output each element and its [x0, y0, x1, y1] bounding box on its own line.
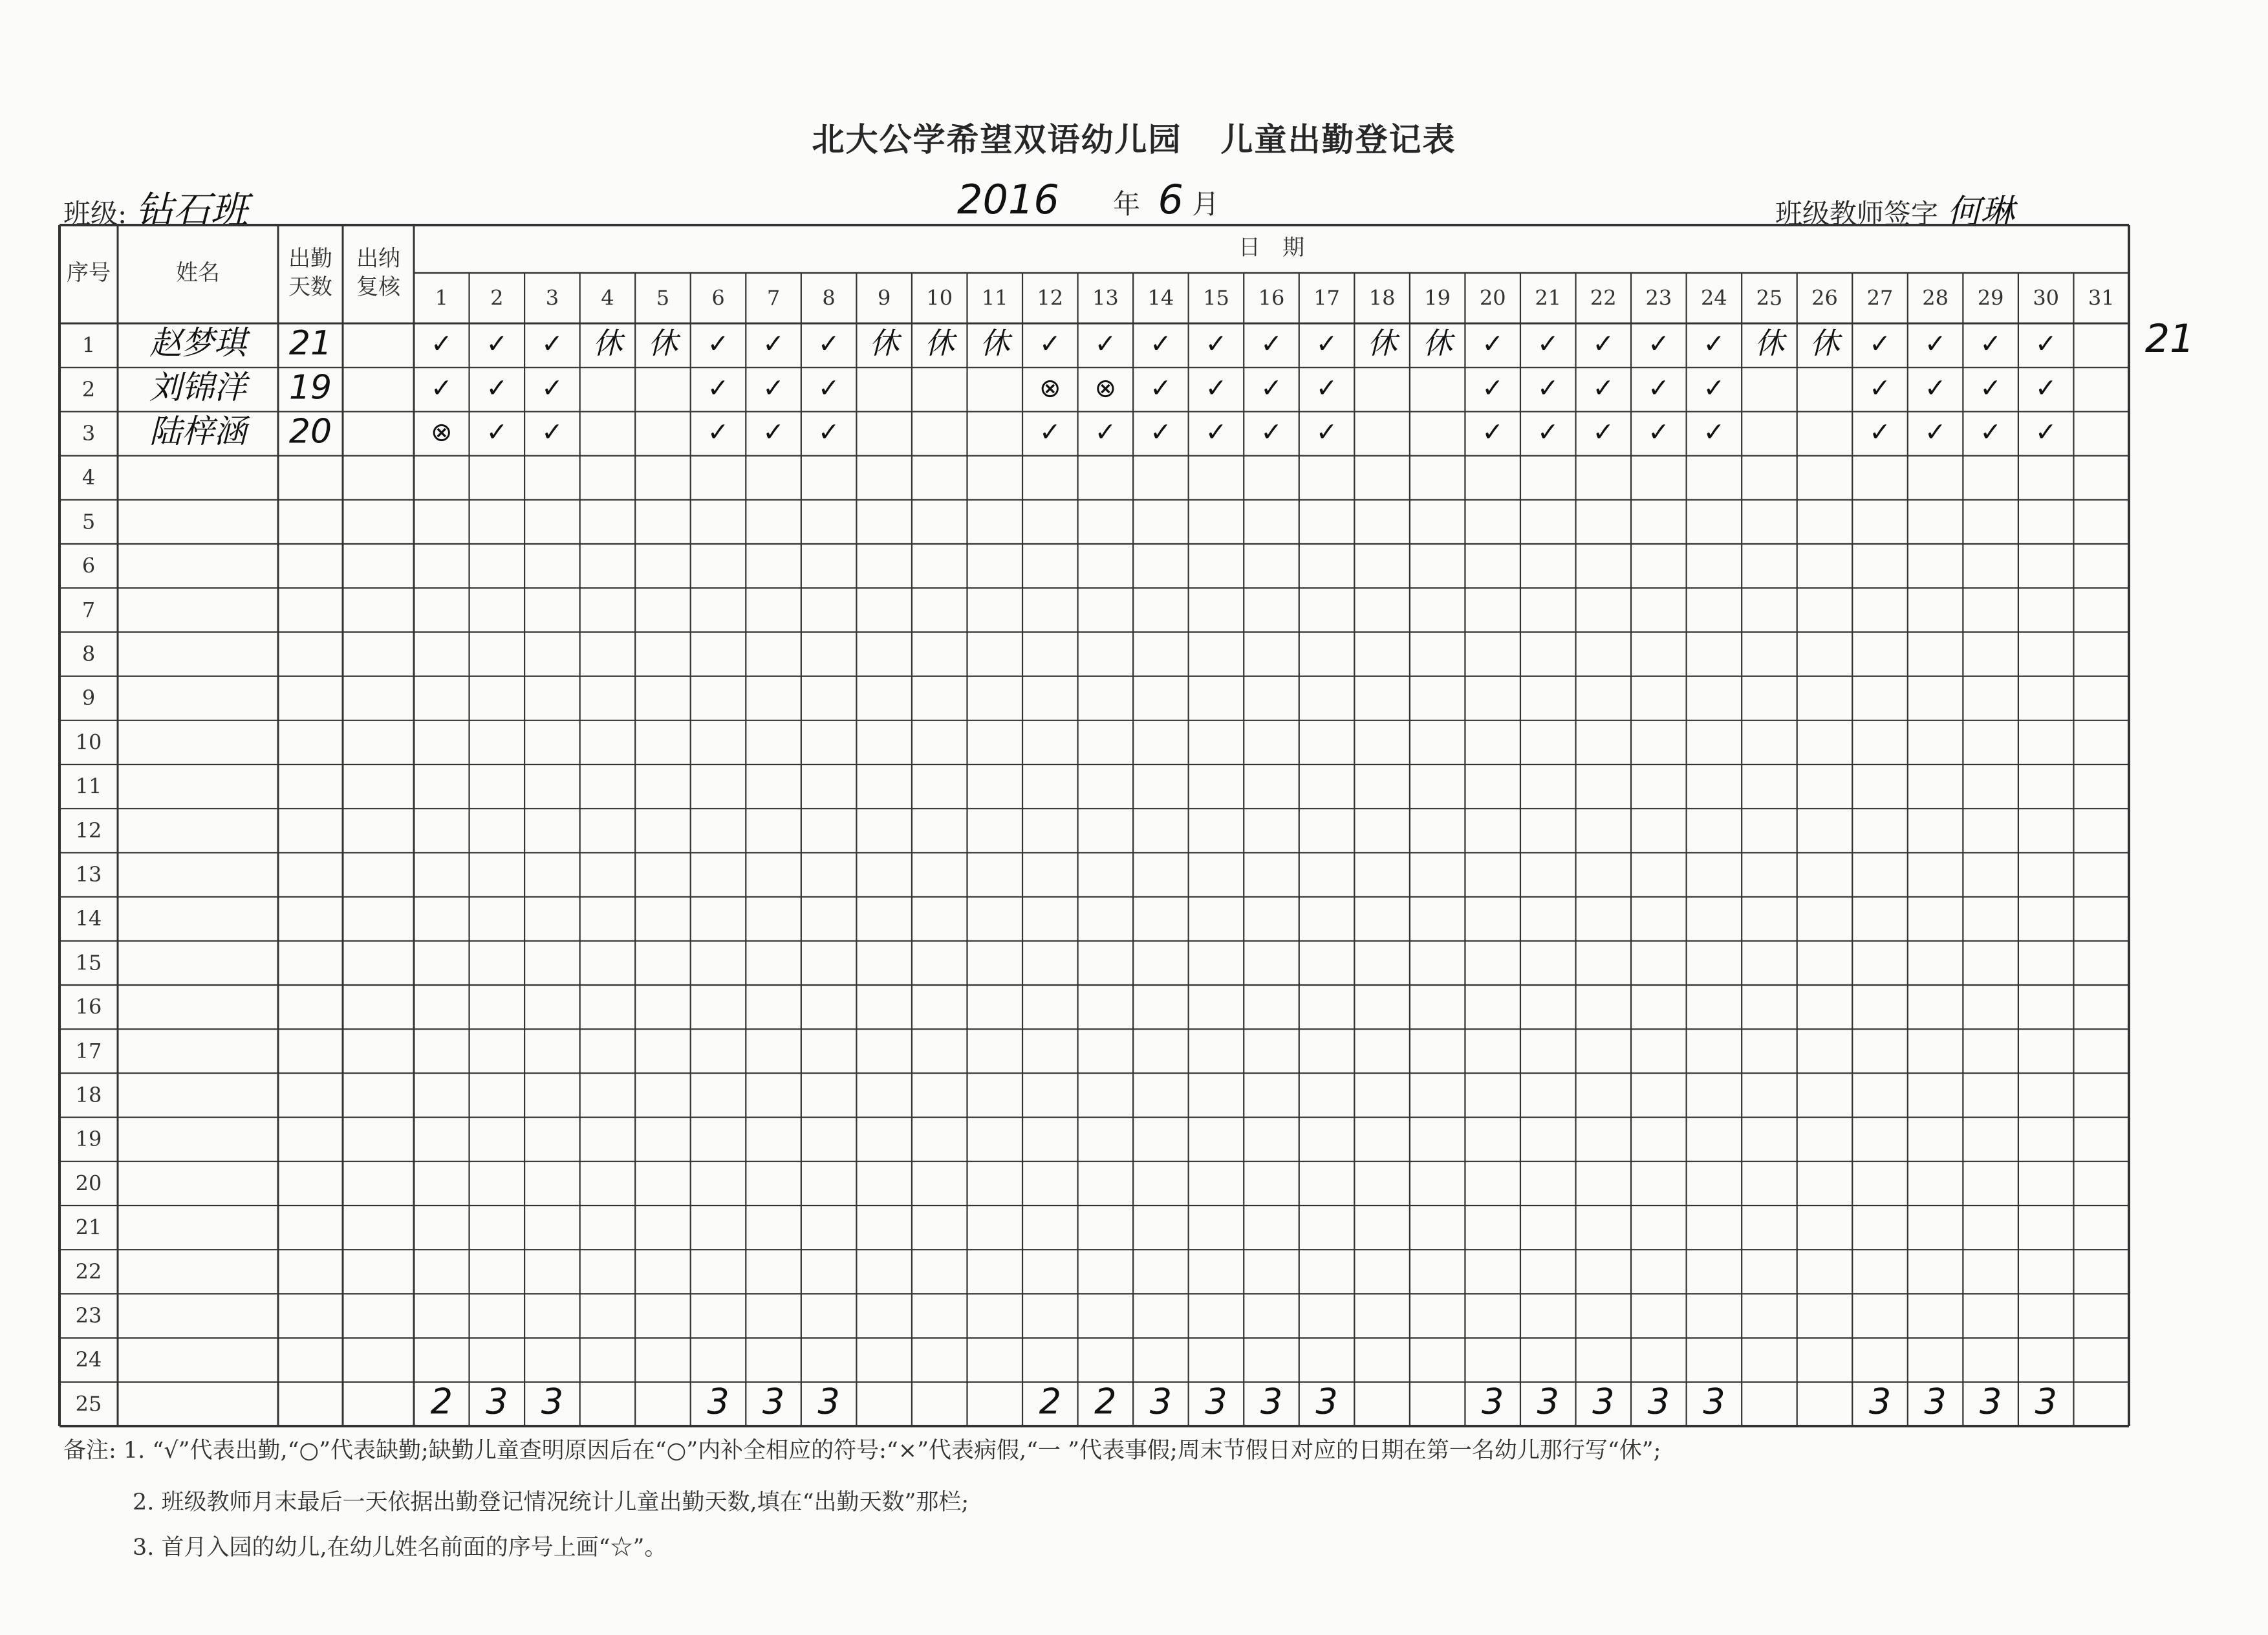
attendance-mark: ⊗ — [431, 417, 453, 448]
attendance-mark: ✓ — [1980, 373, 2002, 404]
attendance-mark: ✓ — [1869, 373, 1891, 404]
row-seq: 7 — [81, 597, 96, 622]
month-label: 月 — [1192, 188, 1220, 220]
row-seq: 6 — [81, 553, 96, 578]
attendance-mark: ✓ — [1260, 329, 1282, 360]
date-20: 20 — [1479, 285, 1506, 310]
date-25: 25 — [1756, 285, 1783, 310]
date-19: 19 — [1424, 285, 1451, 310]
row-seq: 8 — [81, 642, 96, 666]
attendance-mark: ✓ — [707, 417, 729, 448]
attendance-mark: ✓ — [541, 417, 563, 448]
attendance-mark: 3 — [762, 1381, 785, 1422]
attendance-mark: ✓ — [762, 373, 784, 404]
attendance-mark: ✓ — [1592, 373, 1615, 404]
attendance-mark: 3 — [1647, 1381, 1670, 1422]
attendance-mark: ✓ — [541, 329, 563, 360]
attendance-mark: 3 — [1924, 1381, 1947, 1422]
row-seq: 22 — [75, 1259, 102, 1284]
attendance-mark: ✓ — [1039, 329, 1061, 360]
attendance-mark: 2 — [1094, 1381, 1117, 1422]
header-review-line1: 出纳 — [356, 246, 400, 272]
header-date-group: 日 期 — [1238, 235, 1304, 261]
attendance-mark: ✓ — [1980, 417, 2002, 448]
row-seq: 11 — [75, 774, 102, 799]
attendance-mark: ✓ — [762, 417, 784, 448]
attendance-mark: ✓ — [1537, 417, 1559, 448]
date-24: 24 — [1701, 285, 1727, 310]
attendance-mark: ✓ — [486, 373, 508, 404]
row-name: 陆梓涵 — [149, 413, 246, 450]
attendance-mark: ✓ — [817, 329, 840, 360]
date-22: 22 — [1590, 285, 1617, 310]
header-days-line1: 出勤 — [288, 246, 332, 272]
attendance-mark: 3 — [1482, 1381, 1504, 1422]
attendance-mark: 3 — [1149, 1381, 1172, 1422]
row-seq: 20 — [75, 1171, 102, 1196]
date-12: 12 — [1037, 285, 1064, 310]
note-3: 3. 首月入园的幼儿,在幼儿姓名前面的序号上画“☆”。 — [133, 1535, 667, 1561]
attendance-mark: ✓ — [1703, 373, 1725, 404]
attendance-mark: ✓ — [1924, 417, 1947, 448]
attendance-mark: 3 — [2035, 1381, 2057, 1422]
row-seq: 13 — [75, 862, 102, 887]
row-seq: 23 — [75, 1303, 102, 1328]
attendance-mark: 休 — [592, 325, 623, 361]
attendance-mark: 休 — [1754, 325, 1784, 361]
row-seq: 4 — [81, 465, 96, 490]
date-13: 13 — [1092, 285, 1119, 310]
school-name: 北大公学希望双语幼儿园 — [812, 120, 1182, 158]
attendance-mark: ✓ — [1592, 417, 1615, 448]
row-days: 20 — [288, 412, 332, 451]
attendance-mark: 3 — [486, 1381, 508, 1422]
attendance-mark: ✓ — [2035, 329, 2057, 360]
attendance-mark: ✓ — [1648, 373, 1670, 404]
row-name: 赵梦琪 — [149, 324, 246, 362]
date-27: 27 — [1866, 285, 1894, 310]
attendance-mark: ✓ — [541, 373, 563, 404]
attendance-mark: ✓ — [1924, 373, 1947, 404]
date-1: 1 — [435, 285, 448, 310]
attendance-mark: ✓ — [1592, 329, 1615, 360]
year-label: 年 — [1113, 188, 1141, 220]
attendance-mark: ✓ — [1482, 417, 1504, 448]
attendance-mark: ✓ — [1315, 329, 1338, 360]
attendance-mark: ✓ — [1039, 417, 1061, 448]
attendance-mark: ✓ — [762, 329, 784, 360]
attendance-mark: 3 — [1592, 1381, 1615, 1422]
attendance-mark: ✓ — [1205, 417, 1227, 448]
attendance-mark: ✓ — [1260, 417, 1282, 448]
attendance-mark: ✓ — [1537, 329, 1559, 360]
attendance-mark: 3 — [707, 1381, 729, 1422]
attendance-mark: ✓ — [817, 417, 840, 448]
attendance-mark: ✓ — [1869, 417, 1891, 448]
attendance-mark: ⊗ — [1094, 373, 1117, 404]
row-seq: 10 — [75, 730, 102, 755]
attendance-mark: 3 — [1979, 1381, 2002, 1422]
date-26: 26 — [1811, 285, 1838, 310]
row-name: 刘锦洋 — [149, 368, 246, 406]
row-seq: 15 — [75, 950, 102, 975]
row-seq: 14 — [75, 906, 102, 931]
attendance-mark: 休 — [924, 325, 955, 361]
date-9: 9 — [877, 285, 891, 310]
attendance-mark: 休 — [647, 325, 678, 361]
attendance-mark: ✓ — [1924, 329, 1947, 360]
header-days-line2: 天数 — [288, 274, 332, 300]
row-seq: 16 — [75, 994, 102, 1019]
row-seq: 25 — [75, 1391, 102, 1416]
date-15: 15 — [1203, 285, 1229, 310]
row-seq: 19 — [75, 1127, 102, 1152]
attendance-mark: ✓ — [1094, 329, 1117, 360]
attendance-mark: 3 — [1868, 1381, 1892, 1422]
note-1: 备注: 1. “√”代表出勤,“○”代表缺勤;缺勤儿童查明原因后在“○”内补全相应的符号:“×”代表病假,“一 ”代表事假;周末节假日对应的日期在第一名幼儿那行写“休”; — [63, 1438, 1661, 1464]
attendance-mark: ✓ — [1315, 417, 1338, 448]
row-seq: 24 — [75, 1347, 102, 1372]
row-seq: 12 — [75, 817, 102, 843]
attendance-mark: 休 — [1809, 325, 1840, 361]
note-2: 2. 班级教师月末最后一天依据出勤登记情况统计儿童出勤天数,填在“出勤天数”那栏; — [133, 1489, 969, 1515]
attendance-mark: 2 — [430, 1381, 453, 1422]
teacher-label: 班级教师签字 — [1775, 198, 1939, 230]
attendance-mark: 3 — [1703, 1381, 1725, 1422]
date-2: 2 — [490, 285, 504, 310]
row-seq: 2 — [81, 376, 96, 402]
row-seq: 5 — [81, 509, 96, 534]
date-10: 10 — [926, 285, 953, 310]
row-seq: 1 — [81, 332, 96, 358]
date-30: 30 — [2033, 285, 2060, 310]
date-6: 6 — [711, 285, 725, 310]
attendance-mark: ✓ — [431, 329, 453, 360]
row-days: 19 — [288, 368, 332, 407]
attendance-mark: ✓ — [1703, 417, 1725, 448]
attendance-mark: ✓ — [707, 373, 729, 404]
attendance-mark: 休 — [1422, 325, 1453, 361]
date-17: 17 — [1313, 285, 1340, 310]
attendance-mark: ✓ — [486, 417, 508, 448]
attendance-mark: ✓ — [2035, 417, 2057, 448]
header-review-line2: 复核 — [356, 274, 400, 300]
attendance-mark: ✓ — [1260, 373, 1282, 404]
attendance-mark: ✓ — [1703, 329, 1725, 360]
attendance-mark: ✓ — [1315, 373, 1338, 404]
attendance-mark: ✓ — [707, 329, 729, 360]
attendance-mark: ✓ — [1205, 373, 1227, 404]
attendance-mark: ⊗ — [1039, 373, 1061, 404]
row-seq: 21 — [75, 1215, 102, 1240]
attendance-mark: ✓ — [1205, 329, 1227, 360]
attendance-mark: ✓ — [431, 373, 453, 404]
margin-total: 21 — [2144, 316, 2195, 362]
date-7: 7 — [766, 285, 781, 310]
month-value: 6 — [1158, 176, 1183, 223]
date-23: 23 — [1645, 285, 1672, 310]
attendance-mark: ✓ — [1980, 329, 2002, 360]
date-8: 8 — [822, 285, 836, 310]
row-seq: 9 — [81, 686, 96, 711]
date-16: 16 — [1258, 285, 1285, 310]
header-name: 姓名 — [176, 260, 220, 286]
attendance-mark: ✓ — [2035, 373, 2057, 404]
attendance-mark: 休 — [1367, 325, 1398, 361]
date-3: 3 — [545, 285, 559, 310]
attendance-mark: ✓ — [1648, 329, 1670, 360]
date-14: 14 — [1147, 285, 1174, 310]
attendance-mark: 休 — [980, 325, 1010, 361]
attendance-mark: ✓ — [1648, 417, 1670, 448]
attendance-mark: 休 — [869, 325, 900, 361]
date-5: 5 — [656, 285, 670, 310]
header-seq: 序号 — [67, 260, 111, 286]
attendance-mark: 3 — [541, 1381, 564, 1422]
attendance-mark: ✓ — [1482, 373, 1504, 404]
attendance-mark: 3 — [1315, 1381, 1338, 1422]
attendance-mark: ✓ — [486, 329, 508, 360]
form-name: 儿童出勤登记表 — [1220, 120, 1456, 158]
attendance-mark: 3 — [1537, 1381, 1559, 1422]
year-value: 2016 — [957, 176, 1059, 223]
attendance-mark: ✓ — [1150, 417, 1172, 448]
attendance-mark: 3 — [1260, 1381, 1283, 1422]
attendance-mark: ✓ — [1482, 329, 1504, 360]
date-4: 4 — [601, 285, 614, 310]
attendance-mark: ✓ — [817, 373, 840, 404]
row-days: 21 — [288, 324, 332, 363]
teacher-signature: 何琳 — [1947, 193, 2014, 232]
row-seq: 18 — [75, 1083, 102, 1107]
date-11: 11 — [981, 285, 1008, 310]
attendance-mark: ✓ — [1150, 373, 1172, 404]
attendance-mark: ✓ — [1150, 329, 1172, 360]
date-28: 28 — [1922, 285, 1949, 310]
row-seq: 3 — [81, 421, 96, 446]
date-29: 29 — [1977, 285, 2004, 310]
attendance-mark: ✓ — [1869, 329, 1891, 360]
attendance-mark: 2 — [1039, 1381, 1061, 1422]
date-31: 31 — [2088, 285, 2115, 310]
attendance-mark: ✓ — [1094, 417, 1117, 448]
class-label: 班级: — [63, 198, 127, 230]
attendance-mark: 3 — [817, 1381, 840, 1422]
date-21: 21 — [1535, 285, 1562, 310]
row-seq: 17 — [75, 1038, 102, 1063]
attendance-mark: ✓ — [1537, 373, 1559, 404]
attendance-mark: 3 — [1205, 1381, 1227, 1422]
class-value: 钻石班 — [135, 188, 248, 232]
date-18: 18 — [1368, 285, 1396, 310]
